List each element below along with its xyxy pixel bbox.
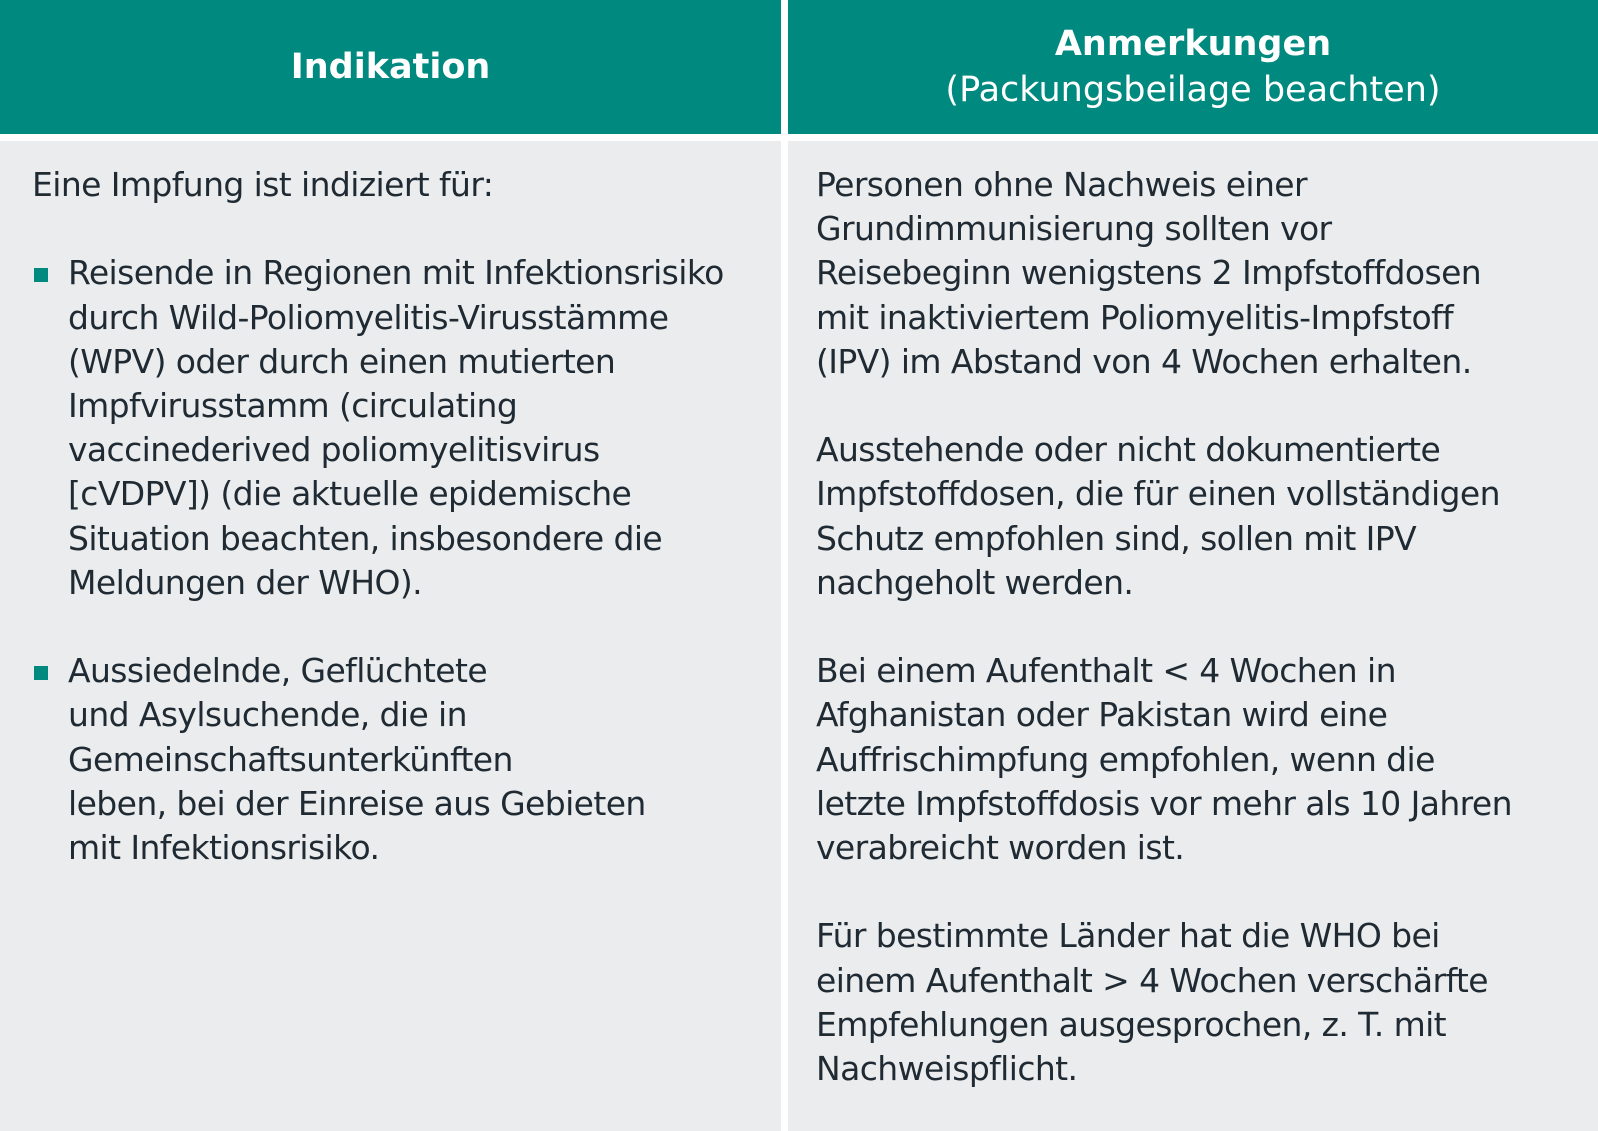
indikation-cell	[0, 141, 781, 1131]
indikation-bullet-text: Aussiedelnde, Geflüchtete und Asylsuchende, die in Gemeinschaftsunterkünften leben, bei der Einreise aus Gebieten mit Infektionsrisiko.	[68, 651, 646, 868]
indikation-intro: Eine Impfung ist indiziert für:	[32, 165, 494, 204]
anmerkungen-cell	[788, 141, 1598, 1131]
square-bullet-icon	[34, 666, 48, 680]
indikation-bullet-item	[32, 649, 761, 870]
anmerkungen-paragraph: Für bestimmte Länder hat die WHO bei einem Aufenthalt > 4 Wochen verschärfte Empfehlungen ausgesprochen, z. T. mit Nachweispflicht.	[816, 916, 1488, 1089]
anmerkungen-paragraph: Bei einem Aufenthalt < 4 Wochen in Afghanistan oder Pakistan wird eine Auffrischimpfung empfohlen, wenn die letzte Impfstoffdosis vor mehr als 10 Jahren verabreicht worden ist.	[816, 651, 1512, 868]
indikation-bullet-text: Reisende in Regionen mit Infektionsrisiko durch Wild-Poliomyelitis-Virusstämme (WPV) oder durch einen mutierten Impfvirusstamm (circulating vaccinederived poliomyelitisvirus [cVDPV]) (die aktuelle epidemische Situation beachten, insbesondere die Meldungen der WHO).	[68, 253, 724, 602]
square-bullet-icon	[34, 268, 48, 282]
header-indikation	[0, 0, 781, 134]
anmerkungen-paragraph: Personen ohne Nachweis einer Grundimmunisierung sollten vor Reisebeginn wenigstens 2 Impfstoffdosen mit inaktiviertem Poliomyelitis-Impfstoff (IPV) im Abstand von 4 Wochen erhalten.	[816, 165, 1482, 381]
header-anmerkungen-title: Anmerkungen	[1054, 24, 1332, 64]
header-indikation-title: Indikation	[290, 47, 491, 87]
indikation-bullet-item	[32, 251, 761, 605]
header-anmerkungen	[788, 0, 1598, 134]
anmerkungen-paragraph: Ausstehende oder nicht dokumentierte Impfstoffdosen, die für einen vollständigen Schutz empfohlen sind, sollen mit IPV nachgeholt werden.	[816, 430, 1500, 602]
header-anmerkungen-subtitle: (Packungsbeilage beachten)	[945, 70, 1441, 110]
